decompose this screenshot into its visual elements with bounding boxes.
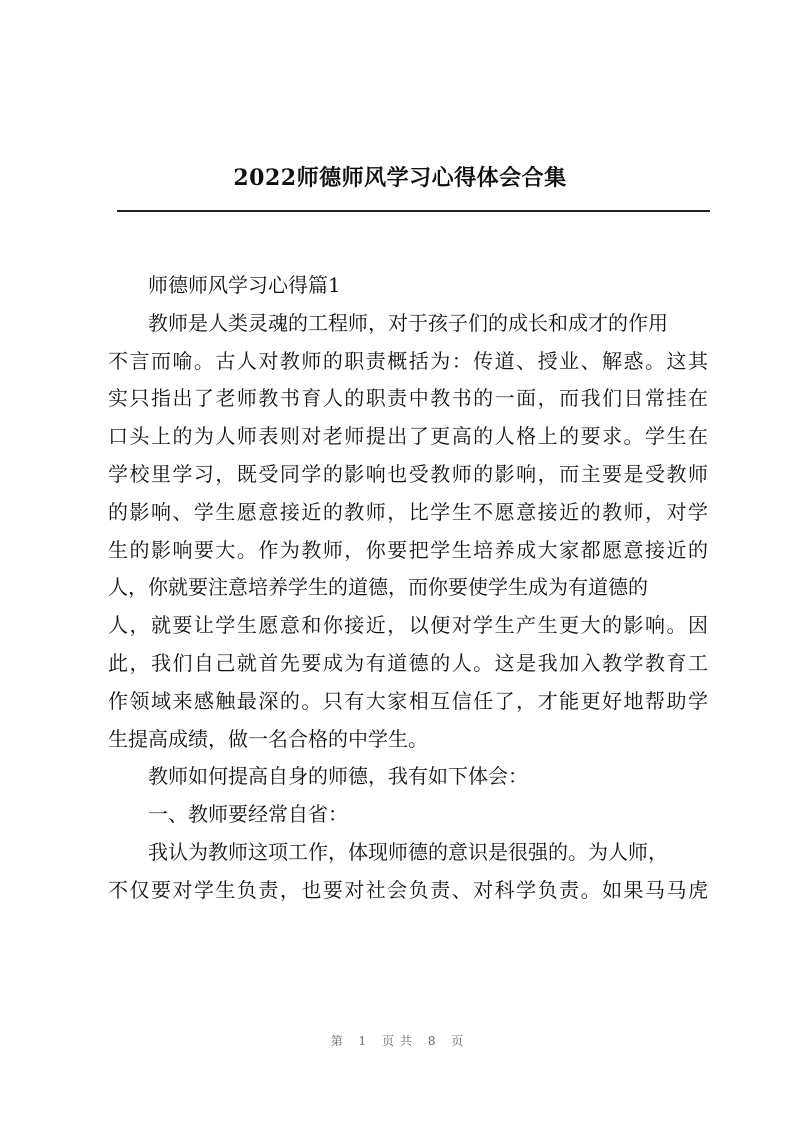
- paragraph-line: 学校里学习，既受同学的影响也受教师的影响，而主要是受教师: [108, 461, 708, 486]
- paragraph-line: 我认为教师这项工作，体现师德的意识是很强的。为人师，: [148, 839, 668, 864]
- paragraph-line: 实只指出了老师教书育人的职责中教书的一面，而我们日常挂在: [108, 386, 708, 411]
- subsection-heading: 一、教师要经常自省：: [148, 802, 348, 827]
- document-title: 2022师德师风学习心得体会合集: [233, 165, 567, 191]
- section-heading: 师德师风学习心得篇1: [148, 273, 341, 297]
- title-underline: [117, 210, 710, 212]
- paragraph-line: 人，就要让学生愿意和你接近，以便对学生产生更大的影响。因: [108, 613, 708, 638]
- paragraph-line: 教师是人类灵魂的工程师，对于孩子们的成长和成才的作用: [148, 310, 668, 335]
- paragraph-line: 作领域来感触最深的。只有大家相互信任了，才能更好地帮助学: [108, 688, 708, 713]
- paragraph-line: 人，你就要注意培养学生的道德，而你要使学生成为有道德的: [108, 575, 648, 600]
- paragraph-line: 生的影响要大。作为教师，你要把学生培养成大家都愿意接近的: [108, 537, 708, 562]
- paragraph-line: 教师如何提高自身的师德，我有如下体会：: [148, 764, 528, 789]
- document-body: [108, 267, 708, 910]
- page-footer: 第 1 页共 8 页: [330, 1034, 470, 1048]
- paragraph-line: 不言而喻。古人对教师的职责概括为：传道、授业、解惑。这其: [108, 348, 708, 373]
- paragraph-line: 不仅要对学生负责，也要对社会负责、对科学负责。如果马马虎: [108, 877, 708, 902]
- paragraph-line: 的影响、学生愿意接近的教师，比学生不愿意接近的教师，对学: [108, 499, 708, 524]
- paragraph-line: 生提高成绩，做一名合格的中学生。: [108, 726, 428, 751]
- paragraph-line: 此，我们自己就首先要成为有道德的人。这是我加入教学教育工: [108, 650, 708, 675]
- paragraph-line: 口头上的为人师表则对老师提出了更高的人格上的要求。学生在: [108, 424, 708, 449]
